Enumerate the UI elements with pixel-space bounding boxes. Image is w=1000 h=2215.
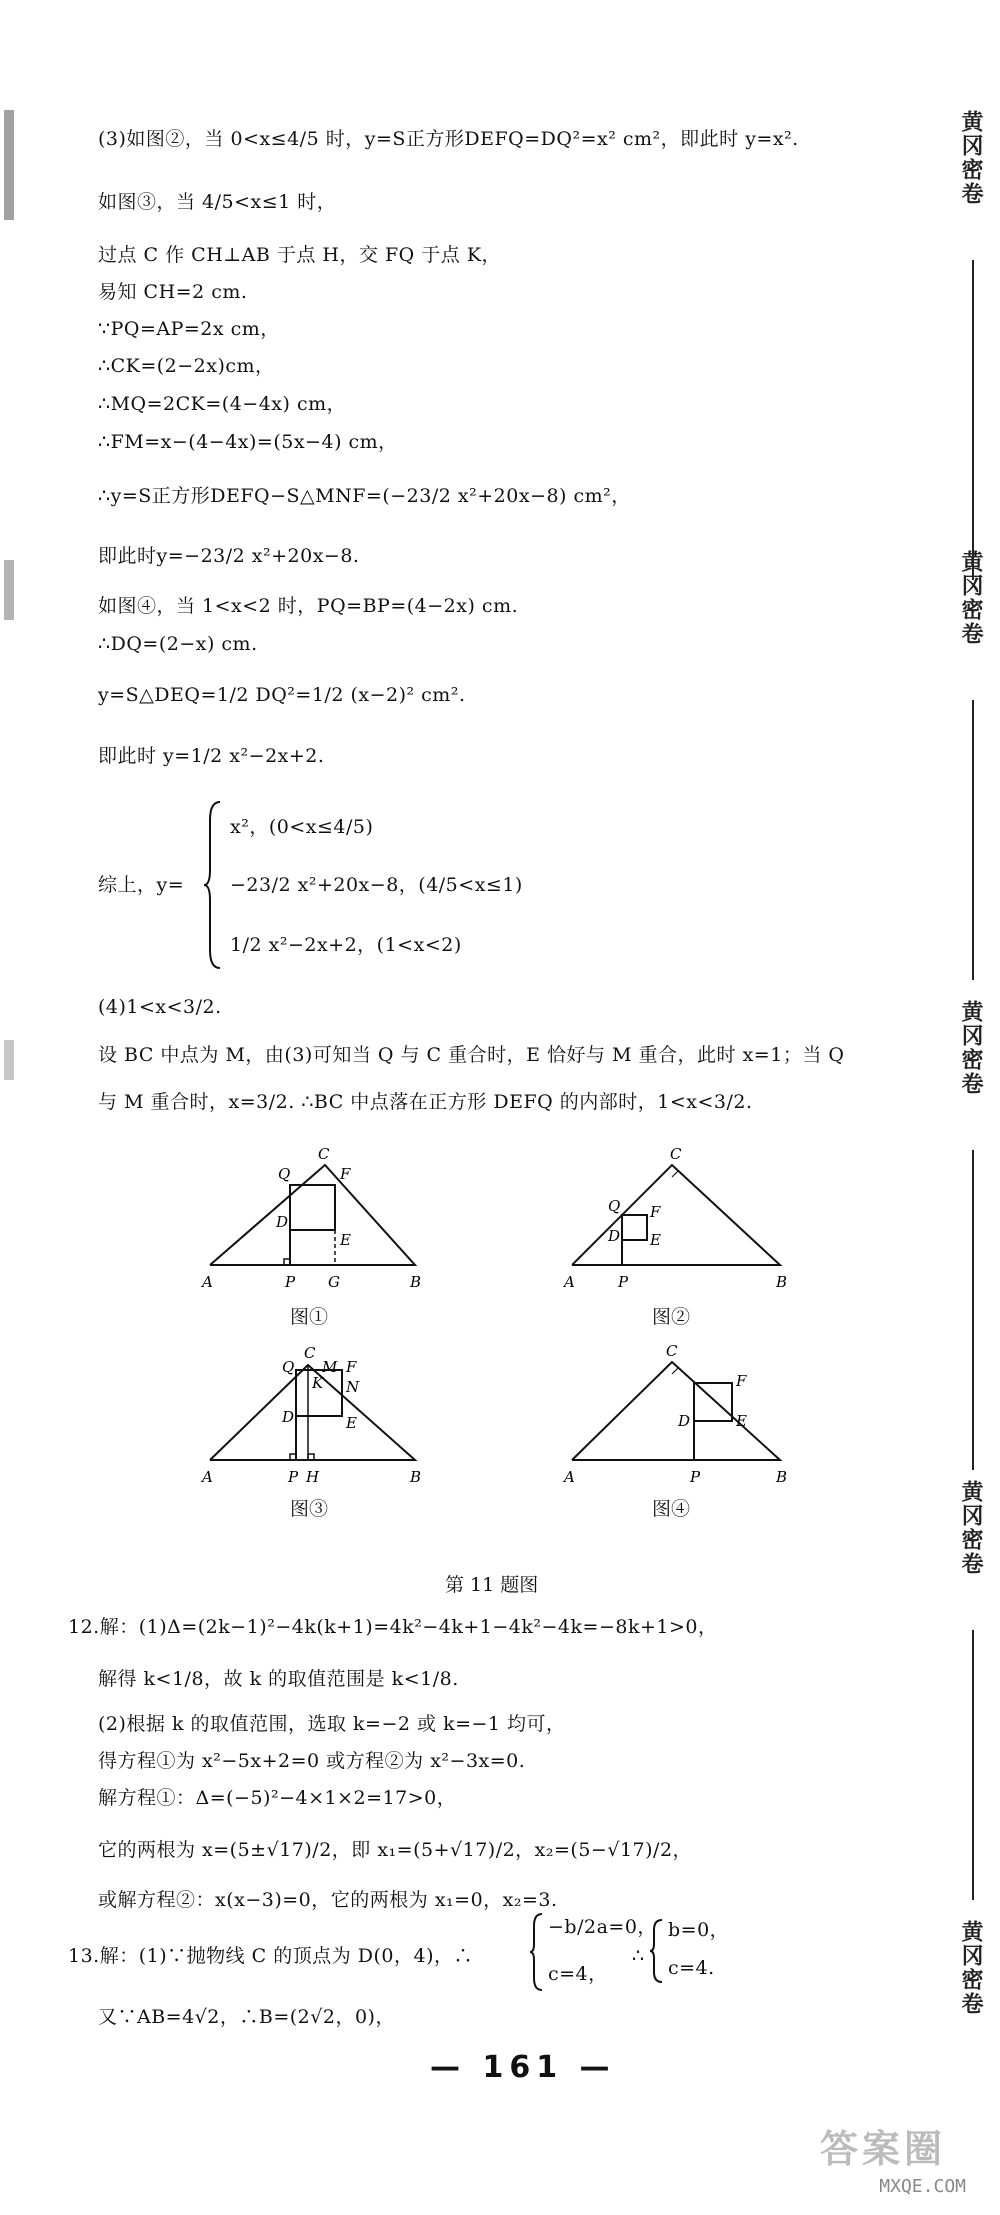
text-line: 得方程①为 x²−5x+2=0 或方程②为 x²−3x=0.: [98, 1750, 526, 1772]
label-F: F: [736, 1372, 747, 1390]
text-line: 即此时y=−23/2 x²+20x−8.: [98, 545, 360, 567]
text-line: 如图④，当 1<x<2 时，PQ=BP=(4−2x) cm.: [98, 595, 519, 617]
therefore-symbol: ∴: [632, 1945, 645, 1967]
label-Q: Q: [608, 1197, 621, 1215]
label-F: F: [650, 1203, 661, 1221]
figure-1: [200, 1145, 430, 1295]
label-M: M: [322, 1358, 338, 1376]
label-P: P: [690, 1468, 701, 1486]
system-equation: c=4，: [548, 1963, 608, 1985]
label-D: D: [276, 1213, 289, 1231]
text-line: (2)根据 k 的取值范围，选取 k=−2 或 k=−1 均可，: [98, 1713, 566, 1735]
label-G: G: [328, 1273, 340, 1291]
label-D: D: [282, 1408, 295, 1426]
figure-4: [562, 1340, 792, 1490]
label-D: D: [678, 1412, 691, 1430]
text-line: ∴y=S正方形DEFQ−S△MNF=(−23/2 x²+20x−8) cm²，: [98, 485, 631, 507]
right-sidebar: [956, 100, 992, 2080]
text-line: 它的两根为 x=(5±√17)/2，即 x₁=(5+√17)/2，x₂=(5−√17)/2，: [98, 1839, 693, 1861]
label-P: P: [618, 1273, 629, 1291]
piecewise-case: 1/2 x²−2x+2，(1<x<2): [230, 934, 462, 956]
label-F: F: [340, 1165, 351, 1183]
label-Q: Q: [278, 1165, 291, 1183]
watermark-text: MXQE.COM: [879, 2176, 966, 2197]
label-E: E: [340, 1231, 351, 1249]
sidebar-label: 黄冈密卷: [958, 1920, 983, 2016]
label-B: B: [776, 1273, 788, 1291]
label-H: H: [306, 1468, 320, 1486]
text-line: (3)如图②，当 0<x≤4/5 时，y=S正方形DEFQ=DQ²=x² cm²，即此时 y=x².: [98, 128, 799, 150]
label-B: B: [410, 1468, 422, 1486]
sidebar-label: 黄冈密卷: [958, 1000, 983, 1096]
piecewise-case: x²，(0<x≤4/5): [230, 816, 374, 838]
piecewise-case: −23/2 x²+20x−8，(4/5<x≤1): [230, 874, 523, 896]
text-line: 13.解：(1)∵抛物线 C 的顶点为 D(0，4)，∴: [68, 1945, 474, 1967]
system-brace-1: [530, 1912, 544, 1992]
watermark: [756, 2127, 986, 2205]
system-equation: c=4.: [668, 1957, 715, 1979]
figure-2-diagram: [562, 1145, 792, 1295]
text-line: ∵PQ=AP=2x cm，: [98, 318, 280, 340]
label-K: K: [312, 1374, 324, 1392]
figure-group-caption: 第 11 题图: [445, 1574, 539, 1596]
figure-1-diagram: [200, 1145, 430, 1295]
text-line: ∴CK=(2−2x)cm，: [98, 355, 275, 377]
left-binding-mark: [4, 1040, 14, 1080]
figure-2-caption: 图②: [652, 1306, 691, 1328]
figure-1-caption: 图①: [290, 1306, 329, 1328]
sidebar-rule: [972, 700, 974, 980]
page-number: — 161 —: [430, 2050, 616, 2085]
label-B: B: [776, 1468, 788, 1486]
text-line: ∴FM=x−(4−4x)=(5x−4) cm，: [98, 431, 398, 453]
sidebar-label: 黄冈密卷: [958, 1480, 983, 1576]
text-line: 解得 k<1/8，故 k 的取值范围是 k<1/8.: [98, 1668, 459, 1690]
label-B: B: [410, 1273, 422, 1291]
sidebar-label: 黄冈密卷: [958, 110, 983, 206]
label-N: N: [346, 1378, 360, 1396]
text-line: 如图③，当 4/5<x≤1 时，: [98, 191, 337, 213]
watermark-logo: 答案圈: [819, 2127, 946, 2171]
label-A: A: [202, 1273, 213, 1291]
label-A: A: [564, 1468, 575, 1486]
text-line: 解方程①：Δ=(−5)²−4×1×2=17>0，: [98, 1787, 457, 1809]
label-E: E: [650, 1231, 661, 1249]
text-line: (4)1<x<3/2.: [98, 996, 222, 1018]
label-D: D: [608, 1227, 621, 1245]
sidebar-label: 黄冈密卷: [958, 550, 983, 646]
text-line: 或解方程②：x(x−3)=0，它的两根为 x₁=0，x₂=3.: [98, 1889, 558, 1911]
figure-3: [200, 1340, 430, 1490]
label-A: A: [564, 1273, 575, 1291]
figure-3-diagram: [200, 1340, 430, 1490]
text-line: ∴DQ=(2−x) cm.: [98, 633, 258, 655]
label-C: C: [666, 1342, 678, 1360]
label-C: C: [318, 1145, 330, 1163]
label-C: C: [304, 1344, 316, 1362]
system-equation: −b/2a=0，: [548, 1916, 657, 1938]
text-line: y=S△DEQ=1/2 DQ²=1/2 (x−2)² cm².: [98, 684, 466, 706]
left-binding-mark: [4, 560, 14, 620]
label-F: F: [346, 1358, 357, 1376]
text-line: 设 BC 中点为 M，由(3)可知当 Q 与 C 重合时，E 恰好与 M 重合，此时 x=1；当 Q: [98, 1044, 845, 1066]
figure-4-caption: 图④: [652, 1498, 691, 1520]
text-line: ∴MQ=2CK=(4−4x) cm，: [98, 393, 347, 415]
figure-3-caption: 图③: [290, 1498, 329, 1520]
text-line: 即此时 y=1/2 x²−2x+2.: [98, 745, 325, 767]
text-line: 易知 CH=2 cm.: [98, 281, 248, 303]
label-A: A: [202, 1468, 213, 1486]
system-brace-2: [650, 1918, 664, 1984]
sidebar-rule: [972, 1630, 974, 1900]
text-line: 过点 C 作 CH⊥AB 于点 H，交 FQ 于点 K，: [98, 244, 502, 266]
text-line: 综上，y=: [98, 874, 185, 896]
figure-2: [562, 1145, 792, 1295]
text-line: 又∵AB=4√2，∴B=(2√2，0)，: [98, 2006, 395, 2028]
text-line: 与 M 重合时，x=3/2. ∴BC 中点落在正方形 DEFQ 的内部时，1<x<3/2.: [98, 1091, 753, 1113]
sidebar-rule: [972, 260, 974, 580]
system-equation: b=0，: [668, 1919, 730, 1941]
label-C: C: [670, 1145, 682, 1163]
left-binding-mark: [4, 110, 14, 220]
label-E: E: [736, 1412, 747, 1430]
sidebar-rule: [972, 1150, 974, 1470]
text-line: 12.解：(1)Δ=(2k−1)²−4k(k+1)=4k²−4k+1−4k²−4k=−8k+1>0，: [68, 1616, 718, 1638]
label-P: P: [285, 1273, 296, 1291]
figure-4-diagram: [562, 1340, 792, 1490]
label-Q: Q: [282, 1358, 295, 1376]
left-brace: [204, 800, 224, 970]
label-E: E: [346, 1414, 357, 1432]
label-P: P: [288, 1468, 299, 1486]
